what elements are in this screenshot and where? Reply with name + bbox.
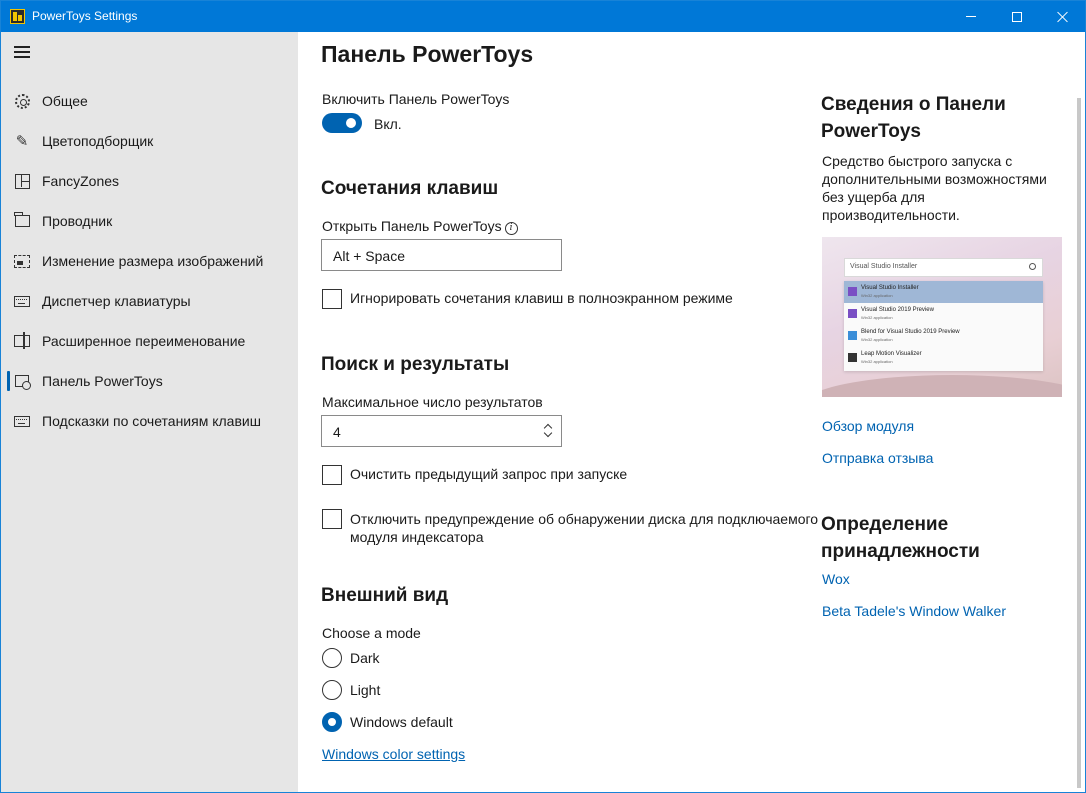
enable-label: Включить Панель PowerToys <box>322 91 510 107</box>
toggle-knob <box>346 118 356 128</box>
blend-icon <box>848 331 857 340</box>
visual-studio-icon <box>848 309 857 318</box>
sidebar-item-label: Изменение размера изображений <box>42 253 264 269</box>
sidebar-item-label: Диспетчер клавиатуры <box>42 293 191 309</box>
sidebar-item-fancyzones[interactable] <box>1 161 298 201</box>
shortcut-guide-icon <box>13 412 31 430</box>
visual-studio-icon <box>848 287 857 296</box>
preview-result-title: Leap Motion Visualizer <box>861 351 922 357</box>
sidebar-item-powertoys-run[interactable] <box>1 361 298 401</box>
sidebar-item-label: Расширенное переименование <box>42 333 246 349</box>
radio-light[interactable] <box>322 680 342 700</box>
main-content <box>298 32 1085 793</box>
keyboard-icon <box>13 292 31 310</box>
maximize-icon <box>1012 12 1022 22</box>
hamburger-menu-icon[interactable] <box>14 46 31 58</box>
leap-motion-icon <box>848 353 857 362</box>
radio-windows-default[interactable] <box>322 712 342 732</box>
enable-toggle[interactable] <box>322 113 362 133</box>
sidebar-item-label: Проводник <box>42 213 113 229</box>
open-shortcut-label-text: Открыть Панель PowerToys <box>322 218 502 234</box>
sidebar-item-shortcut-guide[interactable] <box>1 401 298 441</box>
sidebar-item-label: FancyZones <box>42 173 120 189</box>
attribution-link-wox[interactable]: Wox <box>822 571 850 587</box>
shortcuts-heading: Сочетания клавиш <box>321 178 499 199</box>
module-overview-link[interactable]: Обзор модуля <box>822 418 915 434</box>
preview-result-title: Visual Studio Installer <box>861 285 919 291</box>
color-picker-icon: ✎ <box>15 132 29 150</box>
mode-label: Choose a mode <box>322 625 421 641</box>
selection-indicator <box>7 371 10 391</box>
folder-icon <box>13 212 31 230</box>
sidebar-item-power-rename[interactable] <box>1 321 298 361</box>
preview-search-box <box>844 258 1043 277</box>
send-feedback-link[interactable]: Отправка отзыва <box>822 450 934 466</box>
window-title: PowerToys Settings <box>32 9 138 23</box>
powertoys-app-icon <box>10 9 25 24</box>
preview-result-sub: Win32 application <box>861 359 893 364</box>
sidebar-item-general[interactable] <box>1 81 298 121</box>
close-icon <box>1057 11 1069 23</box>
ignore-fullscreen-checkbox[interactable] <box>322 289 342 309</box>
radio-light-label: Light <box>350 682 381 698</box>
appearance-heading: Внешний вид <box>321 585 449 606</box>
radio-dark-label: Dark <box>350 650 380 666</box>
sidebar-item-label: Подсказки по сочетаниям клавиш <box>42 413 261 429</box>
sidebar-item-label: Панель PowerToys <box>42 373 163 389</box>
radio-dark[interactable] <box>322 648 342 668</box>
attribution-heading: Определение принадлежности <box>821 514 980 562</box>
disable-drive-warning-label-line1: Отключить предупреждение об обнаружении диска для подключаемого <box>350 511 819 527</box>
preview-result-sub: Win32 application <box>861 315 893 320</box>
close-button[interactable] <box>1040 1 1086 32</box>
preview-result-item <box>844 347 1043 369</box>
preview-result-sub: Win32 application <box>861 337 893 342</box>
search-heading: Поиск и результаты <box>321 354 510 375</box>
sidebar-item-file-explorer[interactable] <box>1 201 298 241</box>
gear-icon <box>13 92 31 110</box>
preview-result-title: Blend for Visual Studio 2019 Preview <box>861 329 960 335</box>
sidebar-item-color-picker[interactable] <box>1 121 298 161</box>
clear-query-label: Очистить предыдущий запрос при запуске <box>350 466 628 482</box>
run-icon <box>13 372 31 390</box>
minimize-icon <box>966 16 976 17</box>
title-bar <box>1 1 1085 32</box>
preview-result-item <box>844 281 1043 303</box>
sidebar-item-label: Общее <box>42 93 88 109</box>
preview-result-item <box>844 303 1043 325</box>
max-results-stepper[interactable] <box>321 415 562 447</box>
max-results-label: Максимальное число результатов <box>322 394 543 410</box>
open-shortcut-label <box>322 218 518 235</box>
disable-drive-warning-label-line2: модуля индексатора <box>350 529 484 545</box>
sidebar-item-keyboard-manager[interactable] <box>1 281 298 321</box>
module-preview-image <box>822 237 1062 397</box>
preview-search-text: Visual Studio Installer <box>850 263 918 270</box>
spin-arrows-icon[interactable] <box>543 423 553 439</box>
sidebar <box>1 32 298 793</box>
disable-drive-warning-checkbox[interactable] <box>322 509 342 529</box>
scrollbar[interactable] <box>1077 98 1081 788</box>
open-shortcut-value: Alt + Space <box>333 248 405 264</box>
page-title: Панель PowerToys <box>321 41 534 67</box>
radio-windows-default-label: Windows default <box>350 714 453 730</box>
toggle-state-label: Вкл. <box>374 116 402 132</box>
sidebar-item-label: Цветоподборщик <box>42 133 154 149</box>
search-icon <box>1029 263 1036 270</box>
minimize-button[interactable] <box>948 1 994 32</box>
image-resizer-icon <box>13 252 31 270</box>
about-heading: Сведения о Панели PowerToys <box>821 94 1006 142</box>
preview-result-sub: Win32 application <box>861 293 893 298</box>
fancyzones-icon <box>13 172 31 190</box>
preview-result-item <box>844 325 1043 347</box>
sidebar-item-image-resizer[interactable] <box>1 241 298 281</box>
ignore-fullscreen-label: Игнорировать сочетания клавиш в полноэкранном режиме <box>350 290 733 306</box>
open-shortcut-field[interactable] <box>321 239 562 271</box>
clear-query-checkbox[interactable] <box>322 465 342 485</box>
max-results-value: 4 <box>333 424 341 440</box>
rename-icon <box>13 332 31 350</box>
preview-results-list <box>844 281 1043 371</box>
about-description: Средство быстрого запуска с дополнительными возможностями без ущерба для производительности. <box>822 153 1047 223</box>
info-icon[interactable]: i <box>505 222 518 235</box>
preview-result-title: Visual Studio 2019 Preview <box>861 307 934 313</box>
maximize-button[interactable] <box>994 1 1040 32</box>
attribution-link-window-walker[interactable]: Beta Tadele's Window Walker <box>822 603 1006 619</box>
windows-color-settings-link[interactable]: Windows color settings <box>322 746 466 762</box>
preview-background-hill <box>822 375 1062 397</box>
